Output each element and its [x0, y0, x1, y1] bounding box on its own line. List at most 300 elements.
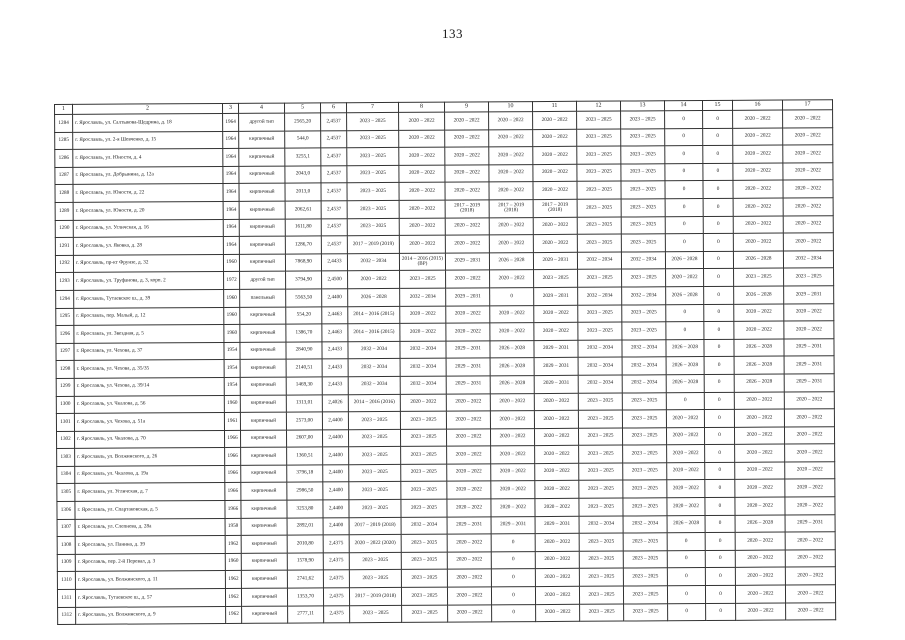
table-cell: 1966 — [224, 430, 240, 448]
table-cell: 2023 – 2025 — [401, 446, 447, 464]
table-cell: 2029 – 2031 — [491, 516, 535, 534]
table-cell: 2026 – 2028 — [490, 340, 534, 358]
address-cell: г. Ярославль, ул. Чехова, д. 35/35 — [74, 360, 224, 379]
table-cell: 1295 — [56, 308, 74, 326]
address-cell: г. Ярославль, ул. Чехова, д. 51а — [74, 413, 224, 432]
table-cell: 1300 — [56, 396, 74, 414]
table-cell: 2,4400 — [323, 482, 349, 500]
table-cell: 2020 – 2022 — [534, 393, 578, 411]
table-cell: 2,4433 — [322, 359, 348, 377]
table-cell: 1962 — [225, 588, 241, 606]
table-cell: 1964 — [223, 131, 239, 149]
table-cell: 1308 — [57, 537, 75, 555]
table-cell: 0 — [703, 163, 733, 181]
table-cell: 2020 – 2022 — [399, 182, 445, 200]
table-cell: 1286 — [55, 150, 73, 168]
table-cell: 2043,0 — [285, 166, 321, 184]
table-cell: кирпичный — [241, 518, 287, 536]
table-cell: 1289 — [55, 202, 73, 220]
table-cell: 2020 – 2022 — [733, 163, 783, 181]
table-cell: 2020 – 2022 — [666, 410, 704, 428]
table-cell: 1306 — [57, 501, 75, 519]
address-cell: г. Ярославль, ул. Угличская, д. 16 — [73, 219, 223, 238]
table-cell: 2029 – 2031 — [445, 253, 489, 271]
table-cell: 2020 – 2022 — [733, 216, 783, 234]
table-cell: 2023 – 2025 — [577, 181, 621, 199]
table-cell: 7868,90 — [285, 254, 321, 272]
table-cell: 2023 – 2025 — [349, 499, 401, 517]
table-cell: 0 — [666, 322, 704, 340]
table-cell: 0 — [705, 480, 735, 498]
table-cell: 2023 – 2025 — [401, 570, 447, 588]
table-cell: 2020 – 2022 — [735, 532, 785, 550]
table-cell: 3794,90 — [286, 271, 322, 289]
table-cell: 2032 – 2034 — [400, 341, 446, 359]
address-cell: г. Ярославль, ул. Панина, д. 39 — [75, 536, 225, 555]
table-cell: 2020 – 2022 — [447, 481, 491, 499]
table-cell: 1299 — [56, 378, 74, 396]
table-cell: 1292 — [55, 255, 73, 273]
table-cell: 2023 – 2025 — [347, 165, 399, 183]
table-cell: кирпичный — [239, 236, 285, 254]
table-cell: 0 — [667, 568, 705, 586]
table-cell: кирпичный — [239, 131, 285, 149]
table-cell: 544,0 — [285, 130, 321, 148]
table-cell: 2023 – 2025 — [347, 112, 399, 130]
table-cell: 0 — [706, 603, 736, 621]
table-cell: 2020 – 2022 — [400, 323, 446, 341]
table-cell: 2020 – 2022 — [533, 111, 577, 129]
table-cell: 2032 – 2034 — [400, 358, 446, 376]
table-cell: 0 — [665, 128, 703, 146]
table-cell: 2032 – 2034 — [348, 376, 400, 394]
table-cell: 2017 – 2019 (2019) — [347, 236, 399, 254]
table-cell: 1964 — [223, 149, 239, 167]
table-cell: 2020 – 2022 — [783, 163, 833, 181]
table-cell: 2032 – 2034 — [621, 252, 665, 270]
table-cell: 2026 – 2028 — [735, 515, 785, 533]
table-cell: 2020 – 2022 — [535, 551, 579, 569]
table-cell: 2020 – 2022 — [446, 393, 490, 411]
table-cell: 2020 – 2022 — [535, 534, 579, 552]
table-cell: 2023 – 2025 — [577, 199, 621, 217]
table-cell: 2020 – 2022 — [446, 429, 490, 447]
table-cell: 2020 – 2022 — [533, 234, 577, 252]
table-cell: 1961 — [224, 412, 240, 430]
table-cell: кирпичный — [241, 553, 287, 571]
table-cell: 2020 – 2022 — [783, 110, 833, 128]
table-cell: 0 — [666, 392, 704, 410]
table-cell: 2020 – 2022 — [489, 129, 533, 147]
table-cell: 2023 – 2025 — [347, 183, 399, 201]
table-cell: 2,4375 — [324, 605, 350, 623]
table-cell: 2032 – 2034 — [400, 376, 446, 394]
table-cell: 2023 – 2025 — [577, 217, 621, 235]
table-cell: 2741,62 — [287, 570, 323, 588]
table-cell: 2029 – 2031 — [784, 338, 834, 356]
table-cell: 2,4433 — [322, 377, 348, 395]
table-cell: 3253,80 — [287, 500, 323, 518]
table-cell: 2023 – 2025 — [349, 447, 401, 465]
table-cell: 2023 – 2025 — [347, 218, 399, 236]
table-cell: 1962 — [225, 536, 241, 554]
address-cell: г. Ярославль, ул. Добрынина, д. 12а — [73, 166, 223, 185]
table-cell: 2023 – 2025 — [578, 322, 622, 340]
table-cell: 2020 – 2022 — [491, 463, 535, 481]
table-row — [58, 602, 836, 624]
table-cell: 2023 – 2025 — [623, 480, 667, 498]
table-cell: 2573,00 — [286, 412, 322, 430]
table-cell: 2020 – 2022 — [399, 165, 445, 183]
column-header: 6 — [320, 103, 346, 113]
table-cell: 1386,70 — [286, 324, 322, 342]
table-cell: другой тип — [240, 271, 286, 289]
table-cell: 0 — [703, 198, 733, 216]
table-cell: 2020 – 2022 — [534, 305, 578, 323]
table-cell: 2013,0 — [285, 183, 321, 201]
table-cell: 0 — [704, 339, 734, 357]
table-cell: 2023 – 2025 — [400, 429, 446, 447]
table-cell: 1964 — [223, 166, 239, 184]
table-cell: 2,4400 — [322, 429, 348, 447]
table-cell: 2020 – 2022 — [736, 603, 786, 621]
address-cell: г. Ярославль, ул. 2-я Шевченко, д. 15 — [73, 131, 223, 150]
table-cell: 2023 – 2025 — [623, 445, 667, 463]
table-cell: 2023 – 2025 — [622, 392, 666, 410]
table-cell: 1286,70 — [285, 236, 321, 254]
table-cell: 2020 – 2022 — [400, 394, 446, 412]
table-cell: 2032 – 2034 — [347, 253, 399, 271]
address-cell: г. Ярославль, ул. Чкалова, д. 56 — [74, 395, 224, 414]
table-cell: 2020 – 2022 — [784, 321, 834, 339]
table-cell: 2029 – 2031 — [784, 374, 834, 392]
table-cell: 2026 – 2028 — [666, 357, 704, 375]
table-cell: 2023 – 2025 — [347, 200, 399, 218]
table-cell: 2565,20 — [285, 113, 321, 131]
table-cell: 2020 – 2022 — [490, 393, 534, 411]
table-cell: 2020 – 2022 — [534, 410, 578, 428]
table-cell: 2023 – 2025 — [621, 216, 665, 234]
table-cell: 2032 – 2034 — [578, 287, 622, 305]
table-cell: 1301 — [56, 413, 74, 431]
table-cell: 2010,80 — [287, 535, 323, 553]
table-cell: 2032 – 2034 — [622, 375, 666, 393]
table-cell: 1311 — [57, 589, 75, 607]
table-cell: 0 — [491, 587, 535, 605]
address-cell: г. Ярославль, Тутаевское ш., д. 39 — [74, 289, 224, 308]
address-cell: г. Ярославль, ул. Чкалова, д. 19а — [75, 465, 225, 484]
table-cell: 2,4537 — [321, 201, 347, 219]
table-cell: 2020 – 2022 — [533, 182, 577, 200]
table-cell: 0 — [705, 515, 735, 533]
table-cell: 2020 – 2022 — [735, 444, 785, 462]
table-cell: 0 — [490, 288, 534, 306]
table-cell: 2020 – 2022 — [785, 497, 835, 515]
table-cell: 3255,1 — [285, 148, 321, 166]
table-cell: 2023 – 2025 — [349, 464, 401, 482]
table-cell: 2023 – 2025 — [621, 234, 665, 252]
table-cell: 2023 – 2025 — [624, 603, 668, 621]
table-cell: 2014 – 2016 (2015)(ВР) — [399, 253, 445, 271]
table-cell: 2026 – 2028 — [733, 251, 783, 269]
table-cell: 2986,50 — [287, 482, 323, 500]
table-cell: 2020 – 2022 — [784, 303, 834, 321]
table-cell: 0 — [665, 181, 703, 199]
table-cell: 2020 – 2022 — [667, 498, 705, 516]
table-cell: 0 — [665, 234, 703, 252]
table-cell: 2020 – 2022 — [666, 427, 704, 445]
table-cell: 1960 — [224, 307, 240, 325]
table-cell: 2026 – 2028 — [490, 358, 534, 376]
table-cell: 2,4400 — [323, 465, 349, 483]
table-cell: 2,4433 — [321, 253, 347, 271]
table-cell: 2023 – 2025 — [401, 499, 447, 517]
table-cell: 2,4537 — [321, 130, 347, 148]
table-cell: 2029 – 2031 — [784, 286, 834, 304]
address-cell: г. Ярославль, ул. Чехова, д. 39/14 — [74, 377, 224, 396]
table-cell: 0 — [668, 603, 706, 621]
table-cell: 2023 – 2025 — [623, 568, 667, 586]
table-cell: 2,4463 — [322, 324, 348, 342]
table-cell: 2020 – 2022 — [490, 323, 534, 341]
table-cell: 2020 – 2022 — [445, 235, 489, 253]
table-cell: 1312 — [58, 607, 76, 625]
table-cell: 1302 — [56, 431, 74, 449]
table-cell: 2020 – 2022 — [535, 586, 579, 604]
table-cell: 2020 – 2022 — [733, 128, 783, 146]
table-cell: 2023 – 2025 — [621, 181, 665, 199]
table-cell: 2020 – 2022 (2020) — [349, 535, 401, 553]
table-cell: 1960 — [224, 395, 240, 413]
table-cell: 2020 – 2022 — [534, 428, 578, 446]
table-cell: 1954 — [224, 342, 240, 360]
table-cell: 2020 – 2022 — [400, 306, 446, 324]
table-cell: 0 — [665, 146, 703, 164]
table-cell: 2,4537 — [321, 218, 347, 236]
table-cell: 2032 – 2034 — [579, 516, 623, 534]
table-cell: другой тип — [239, 113, 285, 131]
table-cell: 2032 – 2034 — [622, 287, 666, 305]
table-cell: кирпичный — [240, 342, 286, 360]
table-cell: 2020 – 2022 — [783, 127, 833, 145]
table-cell: 2020 – 2022 — [733, 180, 783, 198]
table-cell: 2,4026 — [322, 394, 348, 412]
table-cell: 2032 – 2034 — [623, 515, 667, 533]
table-cell: 2020 – 2022 — [785, 444, 835, 462]
page-number: 133 — [442, 26, 463, 41]
address-cell: г. Ярославль, Тутаевское ш., д. 57 — [75, 588, 225, 607]
column-header: 3 — [222, 103, 238, 113]
table-cell: 2020 – 2022 — [785, 585, 835, 603]
table-cell: кирпичный — [241, 483, 287, 501]
table-cell: 2023 – 2025 — [579, 445, 623, 463]
table-cell: 2023 – 2025 — [400, 411, 446, 429]
table-cell: 0 — [705, 585, 735, 603]
column-header: 16 — [732, 100, 782, 110]
table-cell: 2023 – 2025 — [623, 586, 667, 604]
table-cell: 1960 — [223, 254, 239, 272]
table-cell: 2020 – 2022 — [785, 462, 835, 480]
table-cell: панельный — [240, 289, 286, 307]
table-cell: 2020 – 2022 — [535, 481, 579, 499]
table-cell: 2020 – 2022 — [784, 409, 834, 427]
table-cell: 2023 – 2025 — [621, 128, 665, 146]
address-cell: г. Ярославль, пр-кт Фрунзе, д. 32 — [73, 254, 223, 273]
table-cell: 2020 – 2022 — [734, 392, 784, 410]
table-cell: 554,20 — [286, 306, 322, 324]
table-cell: 1305 — [57, 484, 75, 502]
table-cell: 2020 – 2022 — [490, 305, 534, 323]
table-cell: 2023 – 2025 — [579, 498, 623, 516]
table-cell: 2023 – 2025 — [622, 427, 666, 445]
table-cell: 1290 — [55, 220, 73, 238]
column-header: 14 — [664, 101, 702, 111]
table-cell: 2,4400 — [322, 289, 348, 307]
table-cell: 1287 — [55, 167, 73, 185]
table-cell: 2020 – 2022 — [445, 129, 489, 147]
table-cell: 2892,01 — [287, 518, 323, 536]
table-cell: 0 — [703, 216, 733, 234]
table-cell: 2,4400 — [323, 500, 349, 518]
table-cell: 2032 – 2034 — [622, 339, 666, 357]
table-cell: 0 — [704, 286, 734, 304]
table-cell: 2017 – 2019 (2018) — [349, 517, 401, 535]
table-cell: 2026 – 2028 — [734, 286, 784, 304]
table-cell: 2020 – 2022 — [490, 411, 534, 429]
table-cell: 2023 – 2025 — [623, 498, 667, 516]
table-cell: 2020 – 2022 — [536, 604, 580, 622]
address-cell: г. Ярославль, ул. Юности, д. 4 — [73, 149, 223, 168]
table-cell: 0 — [704, 304, 734, 322]
table-cell: 1297 — [56, 343, 74, 361]
table-cell: 1966 — [225, 500, 241, 518]
table-cell: 2020 – 2022 — [445, 182, 489, 200]
table-cell: 2020 – 2022 — [533, 164, 577, 182]
address-cell: г. Ярославль, ул. Труфанова, д. 3, корп. 2 — [74, 272, 224, 291]
table-cell: 1954 — [224, 377, 240, 395]
column-header: 7 — [346, 102, 398, 112]
table-cell: 2023 – 2025 — [347, 148, 399, 166]
table-cell: 2020 – 2022 — [399, 112, 445, 130]
table-cell: 2020 – 2022 — [445, 147, 489, 165]
column-header: 8 — [398, 102, 444, 112]
table-cell: 0 — [705, 550, 735, 568]
table-cell: 2020 – 2022 — [783, 215, 833, 233]
table-cell: 1962 — [226, 606, 242, 624]
table-cell: 2023 – 2025 — [578, 305, 622, 323]
table-cell: 2020 – 2022 — [535, 498, 579, 516]
table-cell: 2032 – 2034 — [348, 359, 400, 377]
table-cell: 1293 — [56, 273, 74, 291]
address-cell: г. Ярославль, ул. Яковка, д. 28 — [73, 237, 223, 256]
table-cell: 2023 – 2025 — [401, 464, 447, 482]
table-cell: кирпичный — [241, 500, 287, 518]
table-cell: 2023 – 2025 — [579, 463, 623, 481]
table-cell: 2607,00 — [286, 430, 322, 448]
table-cell: 2020 – 2022 — [447, 499, 491, 517]
table-cell: 2023 – 2025 — [401, 534, 447, 552]
table-cell: 2020 – 2022 — [783, 180, 833, 198]
table-cell: 2,4463 — [322, 306, 348, 324]
table-cell: 2020 – 2022 — [783, 233, 833, 251]
table-cell: кирпичный — [240, 430, 286, 448]
table-cell: 1964 — [223, 113, 239, 131]
column-header: 10 — [488, 102, 532, 112]
table-cell: кирпичный — [241, 588, 287, 606]
table-cell: 2840,90 — [286, 342, 322, 360]
table-cell: 0 — [667, 586, 705, 604]
table-cell: 2026 – 2028 — [666, 339, 704, 357]
table-cell: 0 — [667, 550, 705, 568]
table-cell: 2020 – 2022 — [735, 480, 785, 498]
table-cell: 2020 – 2022 — [535, 446, 579, 464]
table-cell: 2026 – 2028 — [666, 374, 704, 392]
table-cell: 1958 — [225, 518, 241, 536]
table-cell: 2020 – 2022 — [733, 110, 783, 128]
table-cell: 2017 – 2019 (2018) — [533, 199, 577, 217]
column-header: 17 — [782, 100, 832, 110]
table-cell: кирпичный — [239, 254, 285, 272]
table-cell: 2023 – 2025 — [347, 130, 399, 148]
table-cell: 2032 – 2034 — [578, 340, 622, 358]
table-cell: 1964 — [223, 201, 239, 219]
table-cell: 2020 – 2022 — [489, 147, 533, 165]
table-cell: 0 — [703, 234, 733, 252]
table-cell: 1353,70 — [287, 588, 323, 606]
table-cell: 2020 – 2022 — [489, 182, 533, 200]
table-cell: 1291 — [55, 238, 73, 256]
table-cell: 0 — [666, 304, 704, 322]
table-cell: 2020 – 2022 — [533, 129, 577, 147]
table-cell: 2023 – 2025 — [401, 587, 447, 605]
table-cell: 2020 – 2022 — [535, 463, 579, 481]
table-cell: кирпичный — [239, 219, 285, 237]
table-cell: 2023 – 2025 — [578, 428, 622, 446]
table-cell: 2020 – 2022 — [783, 198, 833, 216]
table-cell: 2020 – 2022 — [733, 145, 783, 163]
table-cell: 2023 – 2025 — [401, 482, 447, 500]
table-cell: 2020 – 2022 — [733, 233, 783, 251]
table-cell: 0 — [491, 551, 535, 569]
table-cell: 2026 – 2028 — [490, 375, 534, 393]
table-cell: 2140,51 — [286, 359, 322, 377]
table-cell: 2029 – 2031 — [533, 252, 577, 270]
address-cell: г. Ярославль, ул. Чкалова, д. 70 — [74, 430, 224, 449]
table-cell: 2020 – 2022 — [535, 569, 579, 587]
table-cell: 0 — [491, 534, 535, 552]
table-cell: 2020 – 2022 — [489, 112, 533, 130]
column-header: 9 — [444, 102, 488, 112]
table-cell: 2023 – 2025 — [579, 551, 623, 569]
table-cell: 2029 – 2031 — [534, 340, 578, 358]
table-cell: 1284 — [55, 114, 73, 132]
table-cell: 2020 – 2022 — [446, 305, 490, 323]
table-cell: 2020 – 2022 — [447, 464, 491, 482]
table-cell: 1360,51 — [287, 447, 323, 465]
table-cell: 2020 – 2022 — [448, 604, 492, 622]
table-cell: 3796,18 — [287, 465, 323, 483]
table-cell: 2017 – 2019 (2018) — [349, 587, 401, 605]
table-cell: 1964 — [223, 219, 239, 237]
table-cell: 2014 – 2016 (2015) — [348, 324, 400, 342]
table-cell: 2,4375 — [323, 535, 349, 553]
table-cell: 1304 — [57, 466, 75, 484]
table-cell: 1964 — [223, 237, 239, 255]
table-cell: 1307 — [57, 519, 75, 537]
column-header: 4 — [238, 103, 284, 113]
table-cell: 1285 — [55, 132, 73, 150]
table-cell: 0 — [665, 111, 703, 129]
